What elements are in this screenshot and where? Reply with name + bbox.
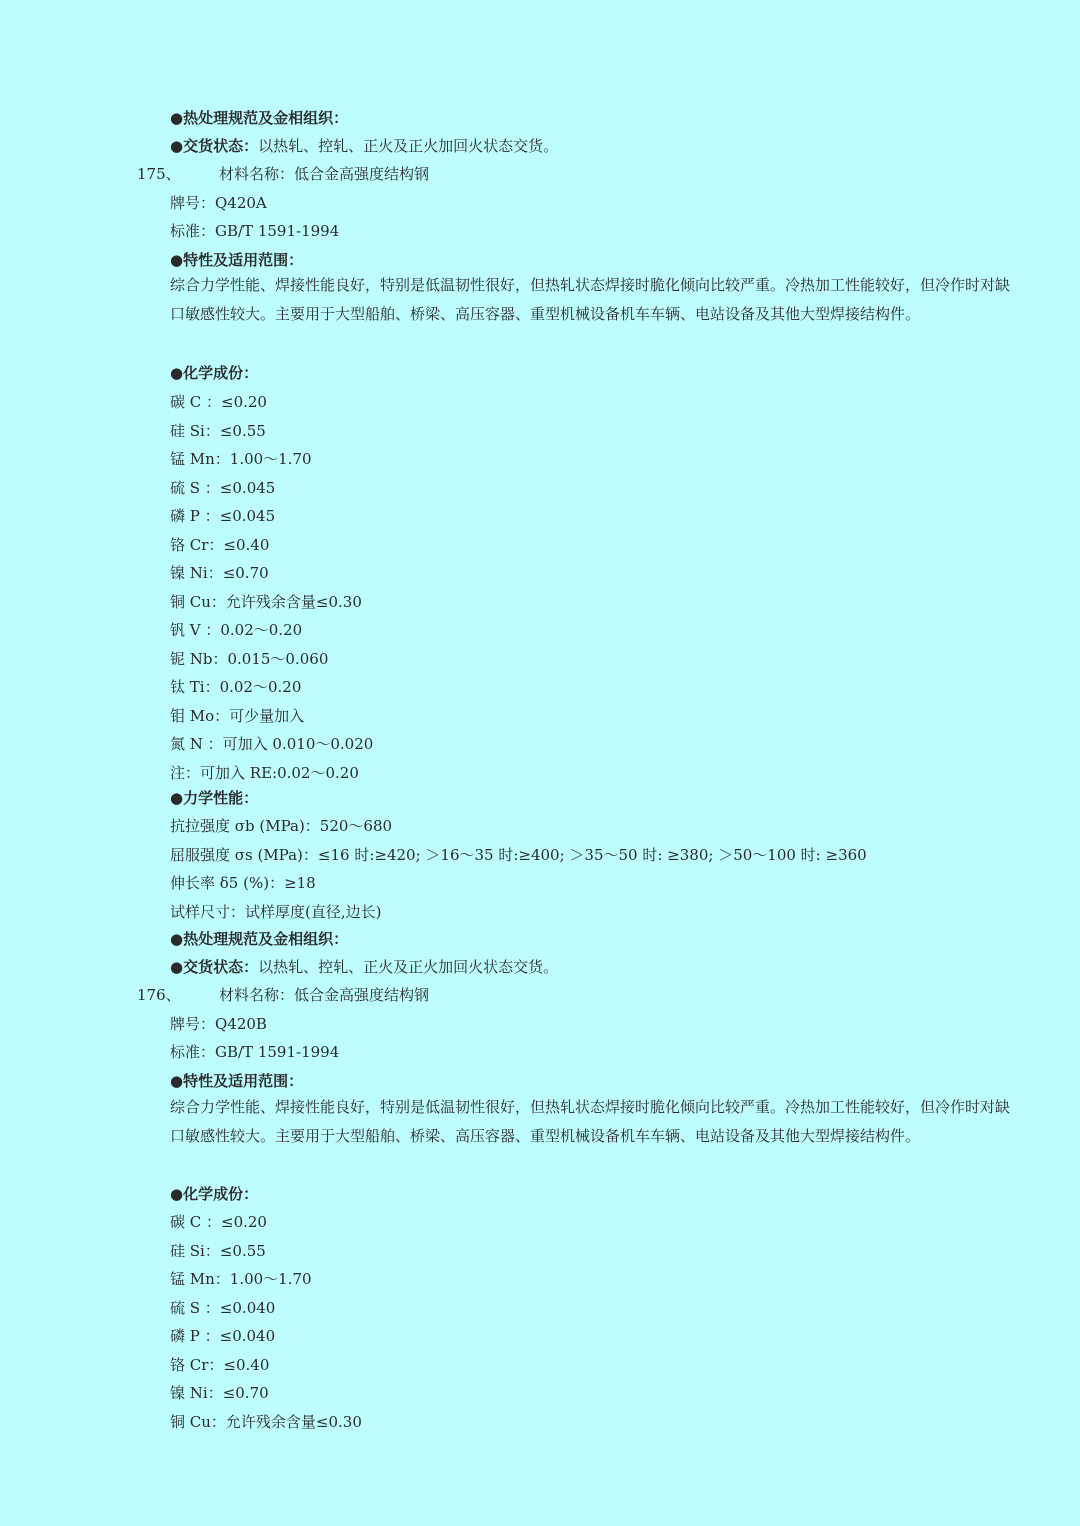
list-item: 铌 Nb：0.015～0.060 bbox=[170, 650, 329, 668]
list-item: 氮 N ：可加入 0.010～0.020 bbox=[170, 735, 374, 753]
list-item: 铜 Cu：允许残余含量≤0.30 bbox=[170, 593, 362, 611]
list-item: 硫 S ：≤0.040 bbox=[170, 1299, 276, 1317]
features-heading: ●特性及适用范围： bbox=[170, 1072, 304, 1090]
list-item: 铬 Cr：≤0.40 bbox=[170, 1356, 270, 1374]
list-item: 镍 Ni：≤0.70 bbox=[170, 1384, 269, 1402]
list-item: 铬 Cr：≤0.40 bbox=[170, 536, 270, 554]
list-item: 屈服强度 σs (MPa)：≤16 时:≥420; ＞16～35 时:≥400; ＞35～50 时: ≥380; ＞50～100 时: ≥360 bbox=[170, 846, 867, 864]
mechanical-heading: ●力学性能： bbox=[170, 789, 259, 807]
delivery-state-label: ●交货状态： bbox=[170, 958, 259, 976]
list-item: 钛 Ti：0.02～0.20 bbox=[170, 678, 302, 696]
list-item: 锰 Mn：1.00～1.70 bbox=[170, 1270, 312, 1288]
material-name: 材料名称：低合金高强度结构钢 bbox=[219, 165, 430, 183]
standard-line: 标准：GB/T 1591-1994 bbox=[170, 222, 340, 240]
features-heading: ●特性及适用范围： bbox=[170, 251, 304, 269]
entry-number: 176、 bbox=[137, 986, 181, 1004]
features-text: 综合力学性能、焊接性能良好，特别是低温韧性很好，但热轧状态焊接时脆化倾向比较严重。冷热加工性能较好，但冷作时对缺口敏感性较大。主要用于大型船舶、桥梁、高压容器、重型机械设备机车车辆、电站设备及其他大型焊接结构件。 bbox=[170, 1098, 1011, 1145]
list-item: 硅 Si：≤0.55 bbox=[170, 1242, 266, 1260]
list-item: 镍 Ni：≤0.70 bbox=[170, 564, 269, 582]
heat-treatment-heading: ●热处理规范及金相组织： bbox=[170, 109, 349, 127]
list-item: 碳 C ：≤0.20 bbox=[170, 1213, 267, 1231]
heat-treatment-heading: ●热处理规范及金相组织： bbox=[170, 930, 349, 948]
list-item: 碳 C ：≤0.20 bbox=[170, 393, 267, 411]
list-item: 铜 Cu：允许残余含量≤0.30 bbox=[170, 1413, 362, 1431]
delivery-state-line bbox=[170, 957, 558, 977]
list-item: 锰 Mn：1.00～1.70 bbox=[170, 450, 312, 468]
list-item: 硫 S ：≤0.045 bbox=[170, 479, 276, 497]
standard-line: 标准：GB/T 1591-1994 bbox=[170, 1043, 340, 1061]
list-item: 试样尺寸：试样厚度(直径,边长) bbox=[170, 903, 382, 921]
list-item: 钒 V ：0.02～0.20 bbox=[170, 621, 303, 639]
list-item: 磷 P ：≤0.045 bbox=[170, 507, 276, 525]
grade-line: 牌号：Q420A bbox=[170, 194, 267, 212]
delivery-state-line bbox=[170, 136, 558, 156]
chemical-heading: ●化学成份： bbox=[170, 1185, 259, 1203]
features-text: 综合力学性能、焊接性能良好，特别是低温韧性很好，但热轧状态焊接时脆化倾向比较严重。冷热加工性能较好，但冷作时对缺口敏感性较大。主要用于大型船舶、桥梁、高压容器、重型机械设备机车车辆、电站设备及其他大型焊接结构件。 bbox=[170, 276, 1011, 323]
delivery-state-text: 以热轧、控轧、正火及正火加回火状态交货。 bbox=[258, 137, 559, 155]
list-item: 磷 P ：≤0.040 bbox=[170, 1327, 276, 1345]
delivery-state-text: 以热轧、控轧、正火及正火加回火状态交货。 bbox=[258, 958, 559, 976]
list-item: 硅 Si：≤0.55 bbox=[170, 422, 266, 440]
chemical-heading: ●化学成份： bbox=[170, 364, 259, 382]
material-name: 材料名称：低合金高强度结构钢 bbox=[219, 986, 430, 1004]
list-item: 钼 Mo：可少量加入 bbox=[170, 707, 305, 725]
list-item: 抗拉强度 σb (MPa)：520～680 bbox=[170, 817, 393, 835]
grade-line: 牌号：Q420B bbox=[170, 1015, 267, 1033]
list-item: 注：可加入 RE:0.02～0.20 bbox=[170, 764, 359, 782]
entry-number: 175、 bbox=[137, 165, 181, 183]
list-item: 伸长率 δ5 (%)：≥18 bbox=[170, 874, 316, 892]
delivery-state-label: ●交货状态： bbox=[170, 137, 259, 155]
